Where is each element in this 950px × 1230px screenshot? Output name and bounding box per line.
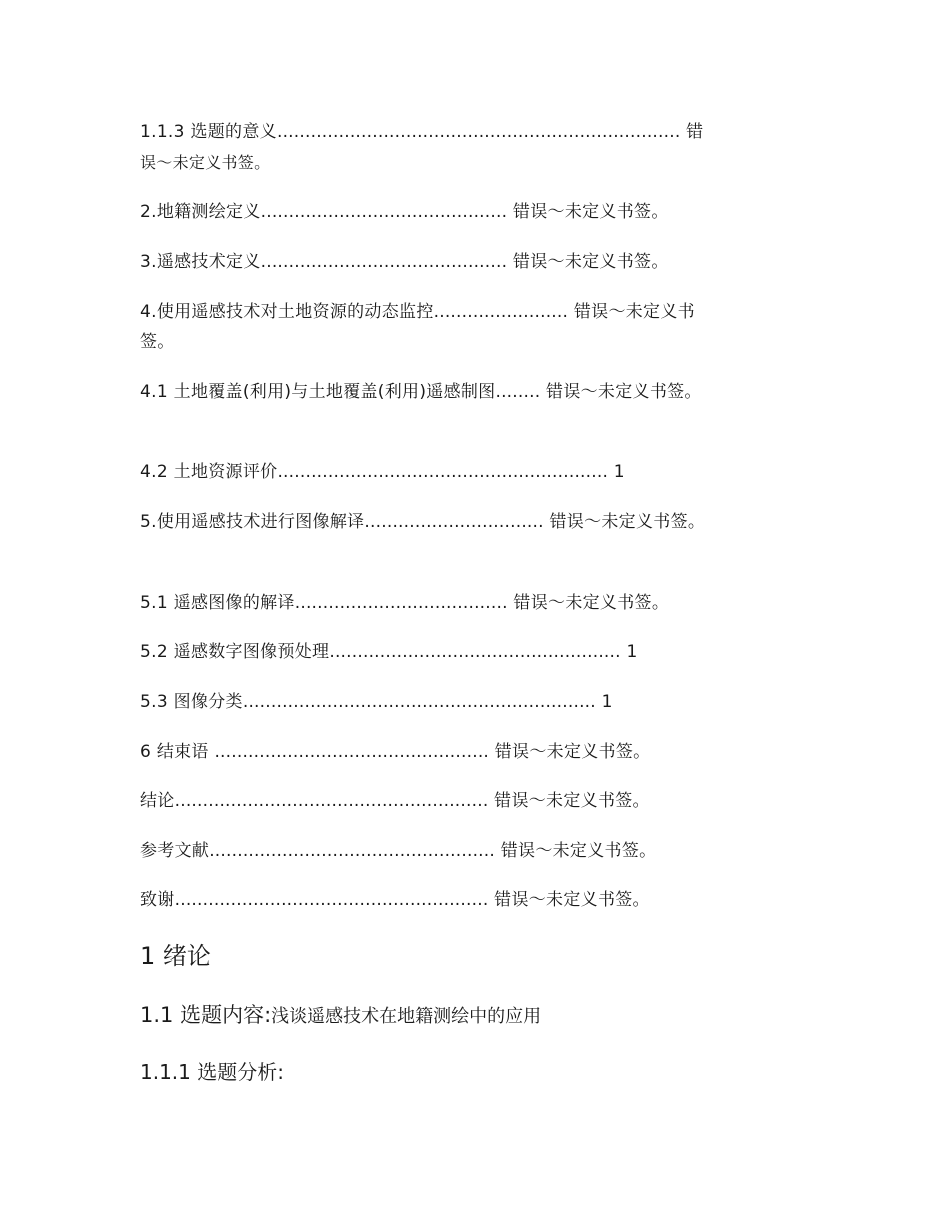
toc-entry-page: 错误～未定义书签。 (512, 202, 669, 222)
toc-leader-dots: ........................................................ (174, 890, 489, 910)
toc-leader-dots: ........................................................................ (276, 122, 681, 142)
toc-entry-page: 1 (613, 462, 625, 482)
toc-leader-dots: ........................................................ (174, 791, 489, 811)
toc-leader-dots: .................................................... (329, 642, 621, 662)
toc-leader-dots: ............................................ (260, 252, 508, 272)
toc-entry-title: 5.使用遥感技术进行图像解译 (140, 512, 365, 532)
toc-leader-dots: ........................ (433, 302, 569, 322)
toc-leader-dots: ................................................. (214, 742, 490, 762)
toc-entry-continuation (140, 153, 270, 173)
toc-entry[interactable] (140, 841, 656, 861)
toc-entry[interactable] (140, 593, 669, 613)
toc-leader-dots: ............................................ (260, 202, 508, 222)
toc-entry[interactable] (140, 302, 695, 322)
toc-entry-title: 参考文献 (140, 841, 210, 861)
toc-entry[interactable] (140, 202, 669, 222)
toc-entry[interactable] (140, 791, 650, 811)
toc-entry-page: 错误～未定义书签。 (549, 512, 706, 532)
toc-entry-title: 5.1 遥感图像的解译 (140, 593, 295, 613)
toc-entry[interactable] (140, 692, 613, 712)
toc-entry-page: 1 (626, 642, 638, 662)
heading-level-1: 1 绪论 (140, 942, 211, 970)
toc-entry-title: 5.2 遥感数字图像预处理 (140, 642, 330, 662)
toc-leader-dots: ........................................................... (277, 462, 609, 482)
toc-entry-continuation (140, 332, 175, 352)
toc-entry-page: 错误～未定义书签。 (500, 841, 657, 861)
toc-entry[interactable] (140, 462, 625, 482)
toc-leader-dots: ........ (495, 382, 541, 402)
toc-entry-page: 错误～未定义书签。 (512, 252, 669, 272)
toc-entry-page: 错误～未定义书签。 (513, 593, 670, 613)
toc-entry[interactable] (140, 512, 705, 532)
toc-entry-page: 错误～未定义书签。 (494, 890, 650, 910)
toc-entry-page: 错误～未定义书签。 (546, 382, 702, 402)
toc-entry-page: 错误～未定义书签。 (494, 742, 651, 762)
toc-entry-title: 6 结束语 (140, 742, 215, 762)
toc-entry-page: 1 (601, 692, 613, 712)
heading-level-2-label: 1.1 选题内容: (140, 1003, 272, 1027)
toc-leader-dots: ................................ (364, 512, 544, 532)
toc-entry-title: 4.使用遥感技术对土地资源的动态监控 (140, 302, 434, 322)
toc-entry-page: 错 (686, 122, 704, 142)
toc-entry-title: 4.1 土地覆盖(利用)与土地覆盖(利用)遥感制图 (140, 382, 496, 402)
toc-entry-title: 3.遥感技术定义 (140, 252, 261, 272)
toc-leader-dots: ................................................... (209, 841, 495, 861)
heading-level-2 (140, 1002, 541, 1030)
toc-entry-title: 1.1.3 选题的意义 (140, 122, 277, 142)
toc-leader-dots: ............................................................... (242, 692, 596, 712)
toc-entry-page: 错误～未定义书 (573, 302, 695, 322)
toc-leader-dots: ...................................... (294, 593, 508, 613)
toc-entry-page-continued: 签。 (140, 332, 175, 352)
toc-entry[interactable] (140, 742, 650, 762)
toc-entry[interactable] (140, 252, 669, 272)
toc-entry-page: 错误～未定义书签。 (494, 791, 650, 811)
heading-level-2-text: 浅谈遥感技术在地籍测绘中的应用 (271, 1006, 542, 1027)
toc-entry-title: 2.地籍测绘定义 (140, 202, 261, 222)
toc-entry-title: 致谢 (140, 890, 175, 910)
toc-entry[interactable] (140, 642, 638, 662)
heading-level-3: 1.1.1 选题分析: (140, 1060, 284, 1084)
toc-entry-title: 5.3 图像分类 (140, 692, 243, 712)
toc-entry[interactable] (140, 382, 702, 402)
toc-entry-page-continued: 误～未定义书签。 (140, 153, 271, 172)
toc-entry-title: 结论 (140, 791, 175, 811)
toc-entry[interactable] (140, 122, 703, 142)
toc-entry[interactable] (140, 890, 650, 910)
toc-entry-title: 4.2 土地资源评价 (140, 462, 278, 482)
